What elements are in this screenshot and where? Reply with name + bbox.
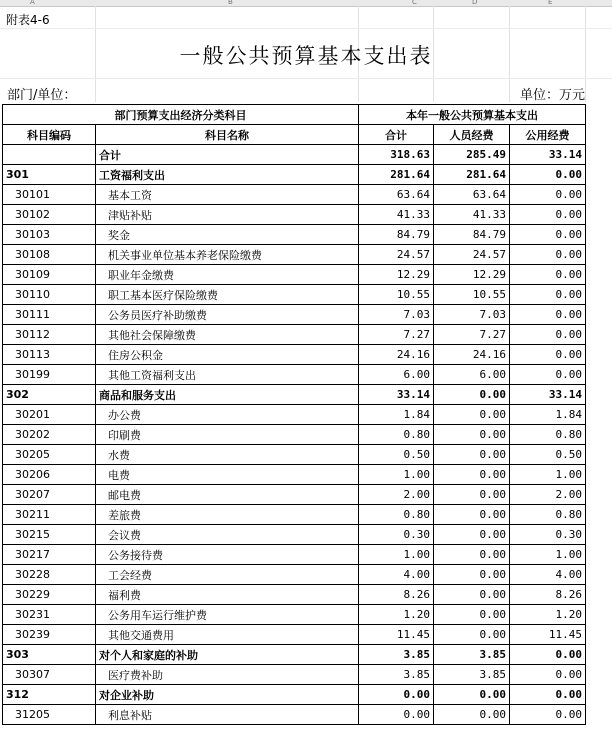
cell-public[interactable]: 4.00 bbox=[510, 565, 586, 585]
cell-code[interactable]: 30201 bbox=[3, 405, 96, 425]
cell-personnel[interactable]: 0.00 bbox=[434, 505, 510, 525]
cell-personnel[interactable]: 0.00 bbox=[434, 685, 510, 705]
cell-name[interactable]: 公务用车运行维护费 bbox=[96, 605, 359, 625]
cell-personnel[interactable]: 0.00 bbox=[434, 485, 510, 505]
table-row bbox=[3, 285, 586, 305]
cell-code[interactable]: 30108 bbox=[3, 245, 96, 265]
cell-name[interactable]: 奖金 bbox=[96, 225, 359, 245]
col-header-code[interactable]: 科目编码 bbox=[3, 125, 96, 145]
cell-public[interactable]: 33.14 bbox=[510, 385, 586, 405]
cell-public[interactable]: 1.20 bbox=[510, 605, 586, 625]
cell-code[interactable]: 30217 bbox=[3, 545, 96, 565]
table-row bbox=[3, 505, 586, 525]
cell-personnel[interactable]: 0.00 bbox=[434, 445, 510, 465]
cell-personnel[interactable]: 24.57 bbox=[434, 245, 510, 265]
cell-code[interactable]: 30110 bbox=[3, 285, 96, 305]
cell-personnel[interactable]: 0.00 bbox=[434, 545, 510, 565]
cell-personnel[interactable]: 41.33 bbox=[434, 205, 510, 225]
cell-total[interactable]: 0.30 bbox=[359, 525, 434, 545]
cell-code[interactable]: 30202 bbox=[3, 425, 96, 445]
cell-public[interactable]: 0.80 bbox=[510, 425, 586, 445]
table-row bbox=[3, 685, 586, 705]
cell-name[interactable]: 电费 bbox=[96, 465, 359, 485]
cell-code[interactable]: 30215 bbox=[3, 525, 96, 545]
cell-personnel[interactable]: 7.03 bbox=[434, 305, 510, 325]
table-row bbox=[3, 405, 586, 425]
cell-public[interactable]: 0.00 bbox=[510, 645, 586, 665]
table-row bbox=[3, 465, 586, 485]
cell-personnel[interactable]: 7.27 bbox=[434, 325, 510, 345]
department-label: 部门/单位： bbox=[7, 88, 77, 103]
col-header-total[interactable]: 合计 bbox=[359, 125, 434, 145]
cell-public[interactable]: 0.00 bbox=[510, 205, 586, 225]
cell-personnel[interactable]: 0.00 bbox=[434, 405, 510, 425]
cell-code[interactable] bbox=[3, 145, 96, 165]
col-header-public[interactable]: 公用经费 bbox=[510, 125, 586, 145]
column-letter[interactable]: C bbox=[412, 0, 417, 6]
table-row bbox=[3, 425, 586, 445]
cell-total[interactable]: 6.00 bbox=[359, 365, 434, 385]
cell-public[interactable]: 1.84 bbox=[510, 405, 586, 425]
cell-public[interactable]: 11.45 bbox=[510, 625, 586, 645]
cell-total[interactable]: 24.16 bbox=[359, 345, 434, 365]
cell-code[interactable]: 302 bbox=[3, 385, 96, 405]
cell-name[interactable]: 会议费 bbox=[96, 525, 359, 545]
cell-public[interactable]: 0.00 bbox=[510, 225, 586, 245]
cell-code[interactable]: 30113 bbox=[3, 345, 96, 365]
table-row bbox=[3, 585, 586, 605]
cell-name[interactable]: 职工基本医疗保险缴费 bbox=[96, 285, 359, 305]
cell-public[interactable]: 0.00 bbox=[510, 165, 586, 185]
cell-code[interactable]: 303 bbox=[3, 645, 96, 665]
cell-name[interactable]: 邮电费 bbox=[96, 485, 359, 505]
table-body bbox=[3, 145, 586, 725]
cell-code[interactable]: 30199 bbox=[3, 365, 96, 385]
cell-public[interactable]: 0.00 bbox=[510, 185, 586, 205]
table-row bbox=[3, 145, 586, 165]
cell-name[interactable]: 公务员医疗补助缴费 bbox=[96, 305, 359, 325]
cell-code[interactable]: 30109 bbox=[3, 265, 96, 285]
cell-public[interactable]: 0.00 bbox=[510, 345, 586, 365]
cell-public[interactable]: 0.00 bbox=[510, 285, 586, 305]
cell-total[interactable]: 7.27 bbox=[359, 325, 434, 345]
cell-public[interactable]: 0.00 bbox=[510, 685, 586, 705]
cell-name[interactable]: 办公费 bbox=[96, 405, 359, 425]
cell-personnel[interactable]: 0.00 bbox=[434, 565, 510, 585]
cell-public[interactable]: 0.50 bbox=[510, 445, 586, 465]
cell-total[interactable]: 10.55 bbox=[359, 285, 434, 305]
cell-total[interactable]: 33.14 bbox=[359, 385, 434, 405]
cell-personnel[interactable]: 281.64 bbox=[434, 165, 510, 185]
cell-total[interactable]: 41.33 bbox=[359, 205, 434, 225]
cell-name[interactable]: 其他社会保障缴费 bbox=[96, 325, 359, 345]
cell-name[interactable]: 印刷费 bbox=[96, 425, 359, 445]
table-row bbox=[3, 565, 586, 585]
cell-personnel[interactable]: 0.00 bbox=[434, 385, 510, 405]
table-row bbox=[3, 705, 586, 725]
cell-name[interactable]: 医疗费补助 bbox=[96, 665, 359, 685]
cell-personnel[interactable]: 12.29 bbox=[434, 265, 510, 285]
cell-code[interactable]: 30307 bbox=[3, 665, 96, 685]
table-row bbox=[3, 305, 586, 325]
column-letter[interactable]: A bbox=[30, 0, 35, 6]
cell-personnel[interactable]: 3.85 bbox=[434, 645, 510, 665]
cell-total[interactable]: 0.80 bbox=[359, 425, 434, 445]
cell-public[interactable]: 0.80 bbox=[510, 505, 586, 525]
table-row bbox=[3, 545, 586, 565]
cell-total[interactable]: 7.03 bbox=[359, 305, 434, 325]
cell-personnel[interactable]: 0.00 bbox=[434, 705, 510, 725]
cell-total[interactable]: 8.26 bbox=[359, 585, 434, 605]
cell-code[interactable]: 30229 bbox=[3, 585, 96, 605]
cell-personnel[interactable]: 0.00 bbox=[434, 625, 510, 645]
table-row bbox=[3, 245, 586, 265]
cell-public[interactable]: 0.30 bbox=[510, 525, 586, 545]
table-row bbox=[3, 165, 586, 185]
cell-personnel[interactable]: 0.00 bbox=[434, 425, 510, 445]
cell-code[interactable]: 312 bbox=[3, 685, 96, 705]
cell-name[interactable]: 住房公积金 bbox=[96, 345, 359, 365]
cell-personnel[interactable]: 0.00 bbox=[434, 465, 510, 485]
attachment-label: 附表4-6 bbox=[6, 13, 50, 27]
cell-total[interactable]: 1.00 bbox=[359, 545, 434, 565]
cell-name[interactable]: 机关事业单位基本养老保险缴费 bbox=[96, 245, 359, 265]
column-letter[interactable]: D bbox=[472, 0, 478, 6]
cell-personnel[interactable]: 3.85 bbox=[434, 665, 510, 685]
cell-name[interactable]: 商品和服务支出 bbox=[96, 385, 359, 405]
cell-code[interactable]: 30231 bbox=[3, 605, 96, 625]
budget-table bbox=[2, 104, 586, 725]
cell-public[interactable]: 0.00 bbox=[510, 705, 586, 725]
cell-personnel[interactable]: 0.00 bbox=[434, 525, 510, 545]
cell-name[interactable]: 对企业补助 bbox=[96, 685, 359, 705]
group-header-right[interactable]: 本年一般公共预算基本支出 bbox=[359, 105, 586, 125]
table-row bbox=[3, 345, 586, 365]
cell-name[interactable]: 合计 bbox=[96, 145, 359, 165]
cell-total[interactable]: 3.85 bbox=[359, 665, 434, 685]
cell-name[interactable]: 其他交通费用 bbox=[96, 625, 359, 645]
cell-code[interactable]: 30205 bbox=[3, 445, 96, 465]
cell-code[interactable]: 30101 bbox=[3, 185, 96, 205]
column-letter[interactable]: E bbox=[548, 0, 553, 6]
table-row bbox=[3, 265, 586, 285]
cell-public[interactable]: 0.00 bbox=[510, 325, 586, 345]
cell-personnel[interactable]: 63.64 bbox=[434, 185, 510, 205]
unit-label: 单位：万元 bbox=[519, 88, 585, 103]
cell-public[interactable]: 0.00 bbox=[510, 665, 586, 685]
cell-code[interactable]: 301 bbox=[3, 165, 96, 185]
cell-public[interactable]: 1.00 bbox=[510, 465, 586, 485]
cell-total[interactable]: 11.45 bbox=[359, 625, 434, 645]
cell-total[interactable]: 318.63 bbox=[359, 145, 434, 165]
table-row bbox=[3, 665, 586, 685]
table-row bbox=[3, 605, 586, 625]
cell-total[interactable]: 2.00 bbox=[359, 485, 434, 505]
cell-name[interactable]: 对个人和家庭的补助 bbox=[96, 645, 359, 665]
cell-public[interactable]: 8.26 bbox=[510, 585, 586, 605]
cell-public[interactable]: 0.00 bbox=[510, 365, 586, 385]
cell-total[interactable]: 84.79 bbox=[359, 225, 434, 245]
cell-public[interactable]: 0.00 bbox=[510, 245, 586, 265]
cell-code[interactable]: 30112 bbox=[3, 325, 96, 345]
cell-name[interactable]: 津贴补贴 bbox=[96, 205, 359, 225]
page-title: 一般公共预算基本支出表 bbox=[179, 44, 433, 68]
cell-code[interactable]: 30239 bbox=[3, 625, 96, 645]
cell-total[interactable]: 0.50 bbox=[359, 445, 434, 465]
cell-name[interactable]: 差旅费 bbox=[96, 505, 359, 525]
table-row bbox=[3, 645, 586, 665]
cell-code[interactable]: 30228 bbox=[3, 565, 96, 585]
cell-code[interactable]: 30207 bbox=[3, 485, 96, 505]
cell-total[interactable]: 12.29 bbox=[359, 265, 434, 285]
cell-code[interactable]: 30103 bbox=[3, 225, 96, 245]
table-row bbox=[3, 525, 586, 545]
cell-personnel[interactable]: 24.16 bbox=[434, 345, 510, 365]
cell-name[interactable]: 水费 bbox=[96, 445, 359, 465]
cell-name[interactable]: 利息补贴 bbox=[96, 705, 359, 725]
table-row bbox=[3, 325, 586, 345]
cell-total[interactable]: 24.57 bbox=[359, 245, 434, 265]
cell-total[interactable]: 0.00 bbox=[359, 685, 434, 705]
cell-name[interactable]: 工会经费 bbox=[96, 565, 359, 585]
cell-public[interactable]: 1.00 bbox=[510, 545, 586, 565]
cell-name[interactable]: 公务接待费 bbox=[96, 545, 359, 565]
cell-personnel[interactable]: 285.49 bbox=[434, 145, 510, 165]
table-row bbox=[3, 225, 586, 245]
cell-personnel[interactable]: 6.00 bbox=[434, 365, 510, 385]
cell-public[interactable]: 0.00 bbox=[510, 265, 586, 285]
cell-personnel[interactable]: 84.79 bbox=[434, 225, 510, 245]
cell-code[interactable]: 31205 bbox=[3, 705, 96, 725]
cell-code[interactable]: 30206 bbox=[3, 465, 96, 485]
table-row bbox=[3, 385, 586, 405]
cell-name[interactable]: 工资福利支出 bbox=[96, 165, 359, 185]
table-row bbox=[3, 445, 586, 465]
cell-code[interactable]: 30211 bbox=[3, 505, 96, 525]
cell-personnel[interactable]: 10.55 bbox=[434, 285, 510, 305]
cell-total[interactable]: 1.84 bbox=[359, 405, 434, 425]
cell-total[interactable]: 0.00 bbox=[359, 705, 434, 725]
cell-public[interactable]: 33.14 bbox=[510, 145, 586, 165]
cell-total[interactable]: 4.00 bbox=[359, 565, 434, 585]
table-row bbox=[3, 185, 586, 205]
cell-public[interactable]: 0.00 bbox=[510, 305, 586, 325]
cell-name[interactable]: 职业年金缴费 bbox=[96, 265, 359, 285]
cell-public[interactable]: 2.00 bbox=[510, 485, 586, 505]
cell-personnel[interactable]: 0.00 bbox=[434, 605, 510, 625]
col-header-name[interactable]: 科目名称 bbox=[96, 125, 359, 145]
cell-total[interactable]: 1.20 bbox=[359, 605, 434, 625]
cell-code[interactable]: 30102 bbox=[3, 205, 96, 225]
col-header-personnel[interactable]: 人员经费 bbox=[434, 125, 510, 145]
cell-total[interactable]: 1.00 bbox=[359, 465, 434, 485]
table-row bbox=[3, 485, 586, 505]
cell-code[interactable]: 30111 bbox=[3, 305, 96, 325]
cell-total[interactable]: 63.64 bbox=[359, 185, 434, 205]
cell-personnel[interactable]: 0.00 bbox=[434, 585, 510, 605]
table-row bbox=[3, 365, 586, 385]
table-row bbox=[3, 625, 586, 645]
cell-total[interactable]: 281.64 bbox=[359, 165, 434, 185]
cell-total[interactable]: 0.80 bbox=[359, 505, 434, 525]
group-header-left[interactable]: 部门预算支出经济分类科目 bbox=[3, 105, 359, 125]
table-row bbox=[3, 205, 586, 225]
cell-name[interactable]: 基本工资 bbox=[96, 185, 359, 205]
cell-name[interactable]: 其他工资福利支出 bbox=[96, 365, 359, 385]
cell-total[interactable]: 3.85 bbox=[359, 645, 434, 665]
cell-name[interactable]: 福利费 bbox=[96, 585, 359, 605]
column-letter[interactable]: B bbox=[228, 0, 233, 6]
